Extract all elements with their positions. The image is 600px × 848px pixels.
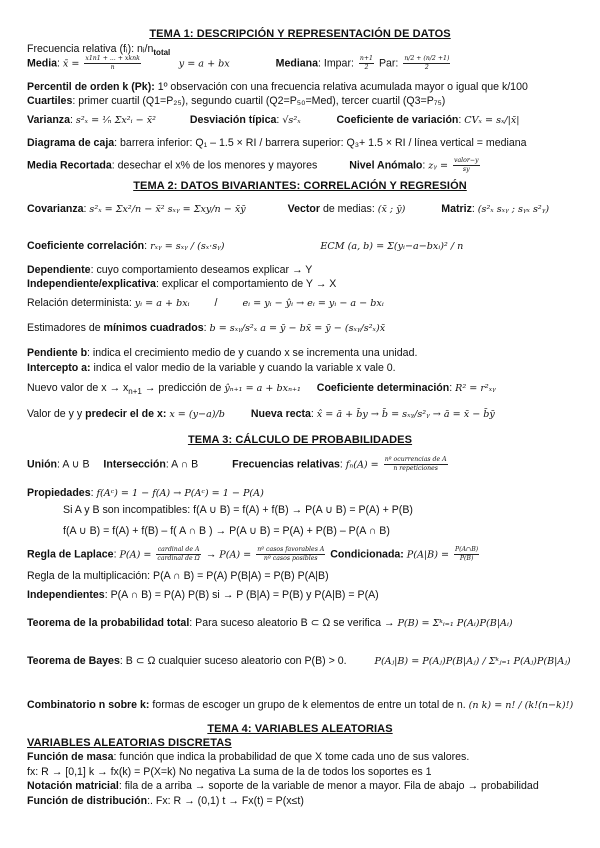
- estimadores-bold: mínimos cuadrados: [103, 322, 204, 334]
- independientes-text: : P(A ∩ B) = P(A) P(B) si → P (B|A) = P(B) y P(A|B) = P(A): [104, 589, 379, 601]
- total-subscript: total: [153, 48, 171, 58]
- mediana-par-text: Par:: [378, 57, 402, 70]
- tema1-title: TEMA 1: DESCRIPCIÓN Y REPRESENTACIÓN DE DATOS: [149, 28, 451, 40]
- mediana-impar-text: : Impar:: [318, 57, 357, 70]
- media-formula: x̄ =: [62, 58, 80, 70]
- bayes-text: : B ⊂ Ω cualquier suceso aleatorio con P(B) > 0.: [119, 655, 347, 667]
- nueva-recta-formula: x̂ = ā + b̄y → b̄ = sₓᵧ/s²ᵧ → ā = x̄ − b̄ȳ: [316, 409, 495, 420]
- general-union-line: f(A ∪ B) = f(A) + f(B) – f( A ∩ B ) → P(A ∪ B) = P(A) + P(B) – P(A ∩ B): [63, 525, 390, 537]
- intercepto-line: [27, 362, 592, 374]
- pendiente-label: Pendiente b: [27, 347, 88, 359]
- vector-formula: (x̄ ; ȳ): [377, 204, 406, 215]
- nuevo-valor-subscript: n+1: [128, 387, 142, 397]
- media-label: Media: [27, 57, 58, 70]
- nuevo-valor-text: Nuevo valor de x → x: [27, 382, 129, 394]
- total-text: : Para suceso aleatorio B ⊂ Ω se verifica →: [189, 617, 395, 629]
- correlacion-line: Coeficiente correlación: rₓᵧ = sₓᵧ / (sₓ·sᵧ) ECM (a, b) = Σ(yᵢ−a−bxᵢ)² / n: [27, 240, 464, 252]
- cuartiles-line: [27, 95, 592, 107]
- propiedades-formula: f(Aᶜ) = 1 − f(A) → P(Aᶜ) = 1 − P(A): [96, 488, 264, 499]
- residuo-formula: eᵢ = yᵢ − ŷᵢ → eᵢ = yᵢ − a − bxᵢ: [242, 298, 384, 309]
- laplace-fraction-2: $\frac{\text{nº casos favorables A}}{\text{nº casos posibles}}$: [257, 546, 325, 563]
- pendiente-line: [27, 347, 592, 359]
- intercepto-label: Intercepto a:: [27, 362, 91, 374]
- notacion-text: : fila de a arriba → soporte de la variable de menor a mayor. Fila de abajo → probabilidad: [118, 780, 539, 792]
- union-text: : A ∪ B: [57, 458, 90, 471]
- dependiente-line: [27, 264, 592, 276]
- coef-corr-label: Coeficiente correlación: [27, 240, 145, 252]
- anomalo-formula: zᵧ =: [428, 160, 449, 172]
- prediccion-formula: ŷₙ₊₁ = a + bxₙ₊₁: [224, 383, 301, 394]
- independiente-line: [27, 278, 592, 290]
- percentil-line: [27, 81, 592, 93]
- distribucion-line: [27, 795, 592, 807]
- laplace-line: Regla de Laplace: P(A) = $\frac{\text{cardinal de A}}{\text{cardinal de Ω}}$ → P(A) = $\frac{\text{nº casos favorables A}}{\text{nº casos posibles}}$ Condicionada: P(A|B) = $\frac{P(A\cap B)}{P(B)}$: [27, 546, 479, 563]
- covarianza-formula: s²ₓ = Σx²/n − x̄² sₓᵧ = Σxy/n − x̄ȳ: [89, 204, 246, 215]
- propiedades-label: Propiedades: [27, 487, 91, 499]
- nueva-recta-label: Nueva recta: [250, 408, 311, 420]
- interseccion-text: : A ∩ B: [165, 458, 199, 471]
- laplace-formula-2: P(A) =: [219, 549, 252, 561]
- union-line: Unión: A ∪ B Intersección: A ∩ B Frecuencias relativas: fₙ(A) = $\frac{\text{nº ocurrencias de A}}{\text{n repeticiones}}$: [27, 456, 447, 473]
- predecir-bold: predecir el de x:: [85, 408, 167, 420]
- determinista-line: Relación determinista: yᵢ = a + bxᵢ / eᵢ = yᵢ − ŷᵢ → eᵢ = yᵢ − a − bxᵢ: [27, 297, 384, 309]
- dependiente-text: : cuyo comportamiento deseamos explicar → Y: [90, 264, 313, 276]
- propiedades-line: Propiedades: f(Aᶜ) = 1 − f(A) → P(Aᶜ) = 1 − P(A): [27, 487, 264, 499]
- combinatorio-line: [27, 699, 592, 711]
- frec-rel-fraction: $\frac{\text{nº ocurrencias de A}}{\text{n repeticiones}}$: [384, 456, 447, 473]
- varianza-line: Varianza: s²ₓ = ¹⁄ₙ Σx²ᵢ − x̄² Desviación típica: √s²ₓ Coeficiente de variación: CVₓ = sₓ/|x̄|: [27, 114, 520, 126]
- independientes-label: Independientes: [27, 589, 105, 601]
- determinista-formula: yᵢ = a + bxᵢ: [134, 298, 190, 309]
- masa-label: Función de masa: [27, 751, 114, 763]
- tema2-title: TEMA 2: DATOS BIVARIANTES: CORRELACIÓN Y REGRESIÓN: [133, 180, 467, 192]
- anomalo-fraction: $\frac{\text{valor−y}}{sy}$: [454, 157, 479, 174]
- estimadores-text: Estimadores de: [27, 322, 104, 334]
- recortada-text: : desechar el x% de los menores y mayores: [111, 159, 318, 172]
- cuartiles-text: : primer cuartil (Q1=P₂₅), segundo cuartil (Q2=P₅₀=Med), tercer cuartil (Q3=P₇₅): [72, 95, 446, 107]
- covarianza-label: Covarianza: [27, 203, 84, 215]
- condicionada-label: Condicionada:: [330, 548, 404, 561]
- vector-text: de medias:: [320, 203, 378, 215]
- distribucion-text: :. Fx: R → (0,1) t → Fx(t) = P(x≤t): [147, 795, 304, 807]
- tema4-subtitle: VARIABLES ALEATORIAS DISCRETAS: [27, 737, 232, 749]
- percentil-text: 1º observación con una frecuencia relativa acumulada mayor o igual que k/100: [154, 81, 528, 93]
- independientes-line: [27, 589, 592, 601]
- frec-rel-label: Frecuencias relativas: [232, 458, 340, 471]
- condicionada-fraction: $\frac{P(A\cap B)}{P(B)}$: [455, 546, 479, 563]
- estimadores-formula: b = sₓᵧ/s²ₓ a = ȳ − bx̄ = ȳ − (sₓᵧ/s²ₓ)x̄: [209, 323, 386, 334]
- ecm-expression: Σ(yᵢ−a−bxᵢ)² / n: [387, 241, 464, 252]
- determinista-text: Relación determinista:: [27, 297, 132, 309]
- cuartiles-label: Cuartiles: [27, 95, 73, 107]
- pendiente-text: : indica el crecimiento medio de y cuando x se incrementa una unidad.: [87, 347, 418, 359]
- recortada-label: Media Recortada: [27, 159, 112, 172]
- masa-text: : función que indica la probabilidad de que X tome cada uno de sus valores.: [113, 751, 470, 763]
- total-label: Teorema de la probabilidad total: [27, 617, 190, 629]
- media-line: Media: x̄ = $\frac{\text{x1n1 + ... + xknk}}{n}$ y = a + bx Mediana: Impar: $\frac{n+1}{2}$ Par: $\frac{n/2 + (n/2 +1)}{2}$: [27, 55, 450, 72]
- par-fraction: $\frac{n/2 + (n/2 +1)}{2}$: [404, 55, 450, 72]
- independiente-label: Independiente/explicativa: [27, 278, 156, 290]
- bayes-label: Teorema de Bayes: [27, 655, 120, 667]
- vector-label: Vector: [287, 203, 320, 215]
- interseccion-label: Intersección: [103, 458, 166, 471]
- matriz-formula: (s²ₓ sₓᵧ ; sᵧₓ s²ᵧ): [477, 204, 550, 215]
- predecir-line: Valor de y y predecir el de x: x = (y−a)/b Nueva recta: x̂ = ā + b̄y → b̄ = sₓᵧ/s²ᵧ → ā = x̄ − b̄ȳ: [27, 408, 495, 420]
- combinatorio-text: formas de escoger un grupo de k elementos de entre un total de n.: [149, 699, 466, 711]
- intercepto-text: indica el valor medio de la variable y cuando la variable x vale 0.: [90, 362, 396, 374]
- total-line: [27, 617, 592, 629]
- laplace-label: Regla de Laplace: [27, 548, 114, 561]
- total-formula: P(B) = Σᵏᵢ₌₁ P(Aᵢ)P(B|Aᵢ): [397, 618, 513, 629]
- desviacion-formula: √s²ₓ: [282, 115, 301, 126]
- caja-label: Diagrama de caja: [27, 137, 115, 149]
- notacion-label: Notación matricial: [27, 780, 119, 792]
- laplace-formula: P(A) =: [119, 549, 152, 561]
- desviacion-label: Desviación típica: [189, 114, 277, 126]
- coef-det-label: Coeficiente determinación: [316, 382, 450, 394]
- coef-det-formula: R² = r²ₓᵧ: [455, 383, 496, 394]
- bayes-line: [27, 655, 592, 667]
- distribucion-label: Función de distribución: [27, 795, 148, 807]
- coef-var-formula: CVₓ = sₓ/|x̄|: [464, 115, 520, 126]
- notacion-line: [27, 780, 592, 792]
- frec-rel-formula: fₙ(A) =: [345, 459, 379, 471]
- impar-fraction: $\frac{n+1}{2}$: [359, 55, 373, 72]
- varianza-formula: s²ₓ = ¹⁄ₙ Σx²ᵢ − x̄²: [75, 115, 156, 126]
- tema4-title: TEMA 4: VARIABLES ALEATORIAS: [207, 723, 393, 735]
- tema3-title: TEMA 3: CÁLCULO DE PROBABILIDADES: [187, 434, 413, 446]
- covarianza-line: Covarianza: s²ₓ = Σx²/n − x̄² sₓᵧ = Σxy/n − x̄ȳ Vector de medias: (x̄ ; ȳ) Matriz: (s²ₓ sₓᵧ ; sᵧₓ s²ᵧ): [27, 203, 550, 215]
- media-fraction: $\frac{\text{x1n1 + ... + xknk}}{n}$: [85, 55, 140, 72]
- nuevo-valor-line: Nuevo valor de $x \to x_{n+1}$ → predicción de ŷₙ₊₁ = a + bxₙ₊₁ Coeficiente determinación: R² = r²ₓᵧ: [27, 382, 496, 397]
- bayes-formula: P(Aⱼ|B) = P(Aⱼ)P(B|Aⱼ) / Σᵏⱼ₌₁ P(Aⱼ)P(B|Aⱼ): [374, 656, 571, 667]
- laplace-fraction-1: $\frac{\text{cardinal de A}}{\text{cardinal de Ω}}$: [157, 546, 200, 563]
- caja-text: : barrera inferior: Q₁ – 1.5 × RI / barrera superior: Q₃+ 1.5 × RI / línea vertical = mediana: [114, 137, 527, 149]
- coef-corr-formula: rₓᵧ = sₓᵧ / (sₓ·sᵧ): [150, 241, 225, 252]
- masa-line: [27, 751, 592, 763]
- fx-line: fx: R → [0,1] k → fx(k) = P(X=k) No negativa La suma de la de todos los soportes es 1: [27, 766, 432, 778]
- prediccion-text: → predicción de: [141, 382, 225, 394]
- media-y-formula: y = a + bx: [178, 58, 230, 70]
- varianza-label: Varianza: [27, 114, 70, 126]
- multiplicacion-line: Regla de la multiplicación: P(A ∩ B) = P(A) P(B|A) = P(B) P(A|B): [27, 570, 329, 582]
- independiente-text: : explicar el comportamiento de Y → X: [155, 278, 337, 290]
- incompatibles-line: Si A y B son incompatibles: f(A ∪ B) = f(A) + f(B) → P(A ∪ B) = P(A) + P(B): [63, 504, 413, 516]
- predecir-text: Valor de y y: [27, 408, 86, 420]
- matriz-label: Matriz: [441, 203, 472, 215]
- estimadores-line: Estimadores de mínimos cuadrados: b = sₓᵧ/s²ₓ a = ȳ − bx̄ = ȳ − (sₓᵧ/s²ₓ)x̄: [27, 322, 386, 334]
- mediana-label: Mediana: [275, 57, 319, 70]
- frecuencia-relativa-text: Frecuencia relativa (fᵢ): nᵢ/n: [27, 43, 154, 55]
- combinatorio-label: Combinatorio n sobre k:: [27, 699, 150, 711]
- anomalo-label: Nivel Anómalo: [349, 159, 423, 172]
- caja-line: [27, 137, 592, 149]
- condicionada-formula: P(A|B) =: [406, 549, 450, 561]
- ecm-formula: ECM (a, b) =: [320, 241, 385, 252]
- percentil-label: Percentil de orden k (Pk):: [27, 81, 155, 93]
- recortada-line: Media Recortada: desechar el x% de los menores y mayores Nivel Anómalo: zᵧ = $\frac{\text{valor−y}}{sy}$: [27, 157, 479, 174]
- dependiente-label: Dependiente: [27, 264, 91, 276]
- union-label: Unión: [27, 458, 58, 471]
- coef-var-label: Coeficiente de variación: [336, 114, 459, 126]
- combinatorio-formula: (n k) = n! / (k!(n−k)!): [468, 700, 574, 711]
- predecir-formula: x = (y−a)/b: [169, 409, 225, 420]
